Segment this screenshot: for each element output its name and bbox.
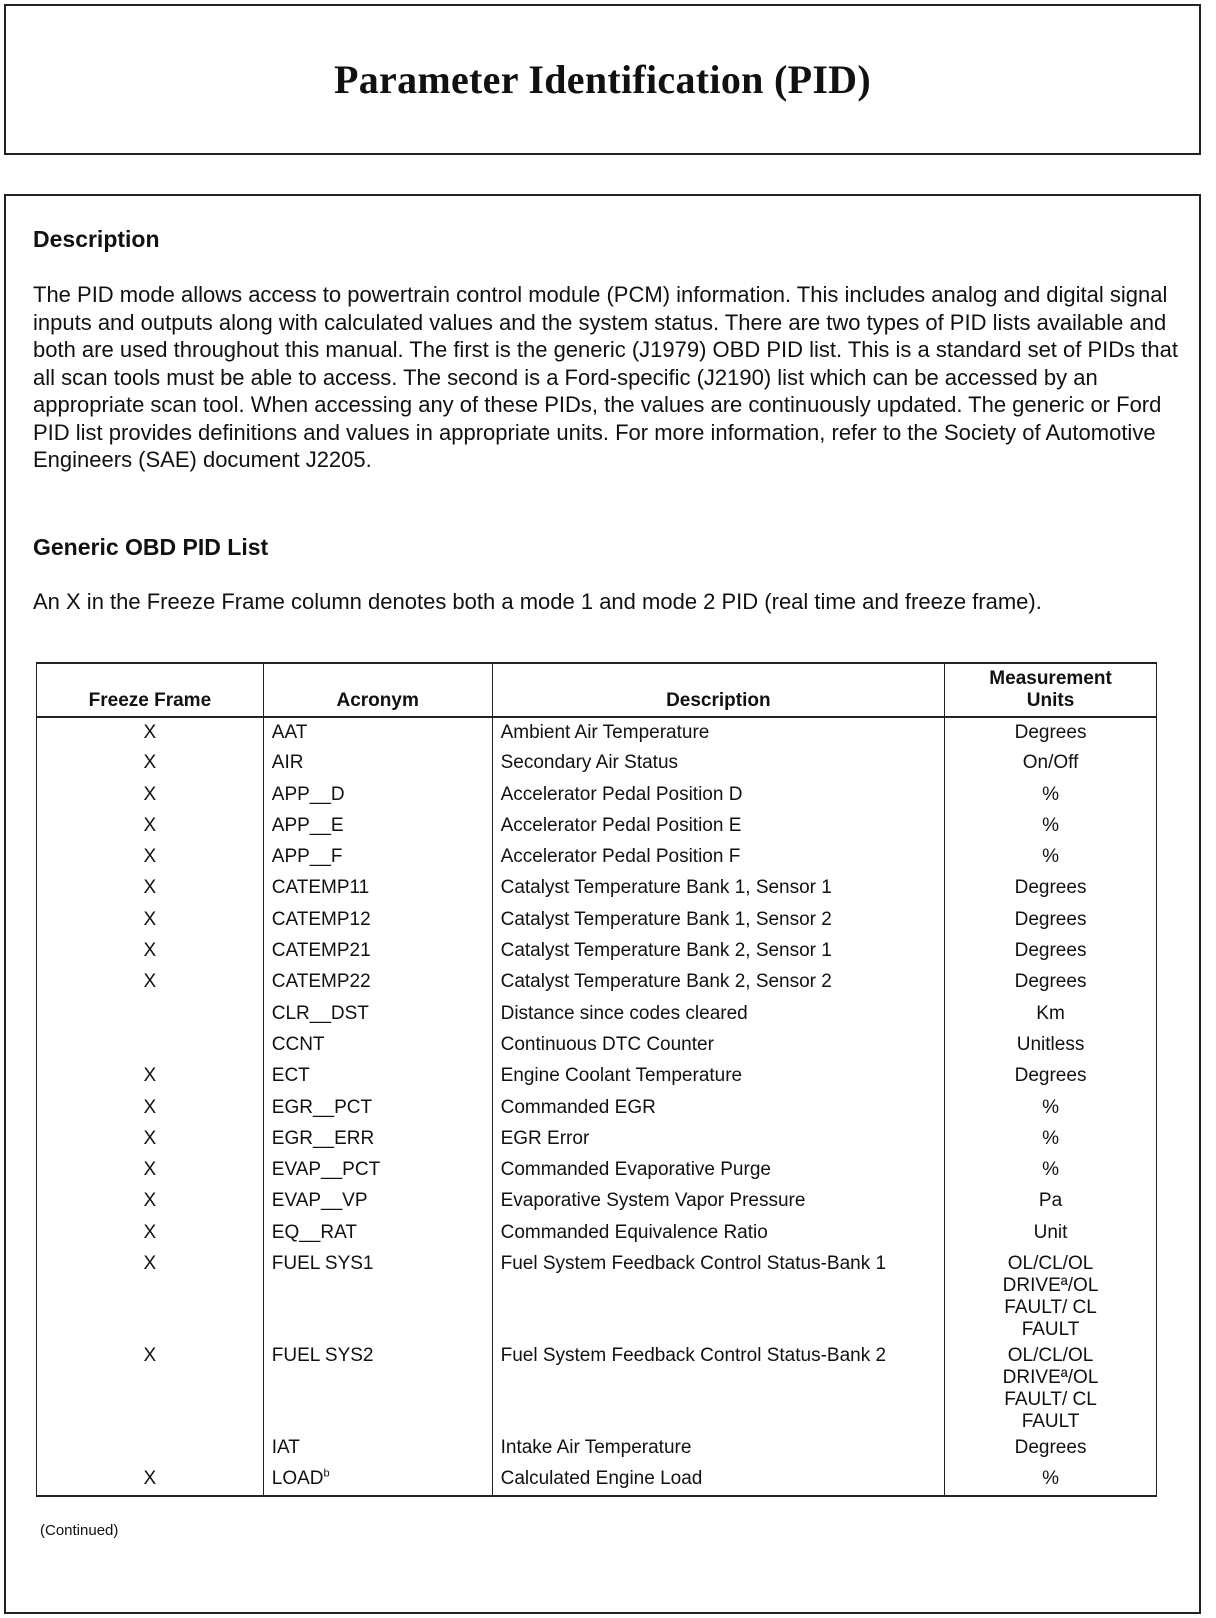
units-line: Unitless	[1016, 1033, 1085, 1055]
page-title: Parameter Identification (PID)	[333, 57, 871, 102]
units-line: %	[1042, 1468, 1059, 1490]
freeze-frame-cell: X	[37, 717, 264, 748]
units-line: FAULT/ CL	[1004, 1389, 1097, 1411]
acronym-text: CATEMP22	[271, 971, 371, 993]
table-row	[37, 1124, 1157, 1155]
pid-table	[36, 662, 1157, 1497]
table-row	[37, 1186, 1157, 1217]
description-cell: Catalyst Temperature Bank 1, Sensor 2	[492, 905, 945, 936]
acronym-text: CATEMP11	[271, 877, 370, 899]
units-line: FAULT/ CL	[1004, 1297, 1097, 1319]
description-cell: Ambient Air Temperature	[492, 717, 945, 748]
acronym-cell	[263, 811, 492, 842]
units-cell	[945, 1218, 1157, 1249]
units-cell	[945, 811, 1157, 842]
table-row	[37, 999, 1157, 1030]
units-line: Degrees	[1014, 877, 1087, 899]
description-cell: Continuous DTC Counter	[492, 1030, 945, 1061]
units-line: Degrees	[1014, 1437, 1087, 1459]
units-cell	[945, 873, 1157, 904]
description-cell: Engine Coolant Temperature	[492, 1061, 945, 1092]
acronym-cell	[263, 999, 492, 1030]
units-line: FAULT	[1021, 1319, 1080, 1341]
table-row	[37, 748, 1157, 779]
description-cell: Secondary Air Status	[492, 748, 945, 779]
table-row	[37, 1218, 1157, 1249]
units-cell	[945, 1249, 1157, 1341]
units-line: On/Off	[1022, 752, 1079, 774]
freeze-frame-cell: X	[37, 811, 264, 842]
description-cell: Commanded Equivalence Ratio	[492, 1218, 945, 1249]
acronym-cell	[263, 1464, 492, 1495]
freeze-frame-cell: X	[37, 780, 264, 811]
description-cell: Fuel System Feedback Control Status-Bank 2	[492, 1341, 945, 1433]
acronym-text: FUEL SYS2	[271, 1345, 374, 1367]
acronym-cell	[263, 748, 492, 779]
table-header-row	[37, 663, 1157, 717]
acronym-cell	[263, 1341, 492, 1433]
freeze-frame-cell: X	[37, 967, 264, 998]
acronym-cell	[263, 717, 492, 748]
freeze-frame-cell: X	[37, 1341, 264, 1433]
units-cell	[945, 1093, 1157, 1124]
footnote-marker: b	[323, 1468, 330, 1481]
units-line: DRIVEª/OL	[1002, 1275, 1099, 1297]
header-acronym: Acronym	[263, 663, 492, 717]
units-cell	[945, 748, 1157, 779]
acronym-text: EVAP__VP	[271, 1190, 368, 1212]
acronym-cell	[263, 936, 492, 967]
freeze-frame-cell: X	[37, 1124, 264, 1155]
description-paragraph: The PID mode allows access to powertrain control module (PCM) information. This includes analog and digital signal inputs and outputs along with calculated values and the system status. There are two types of PID lists available and both are used throughout this manual. The first is the generic (J1979) OBD PID list. This is a standard set of PIDs that all scan tools must be able to access. The second is a Ford-specific (J2190) list which can be accessed by an appropriate scan tool. When accessing any of these PIDs, the values are continuously updated. The generic or Ford PID list provides definitions and values in appropriate units. For more information, refer to the Society of Automotive Engineers (SAE) document J2205.	[33, 282, 1178, 472]
acronym-text: ECT	[271, 1065, 310, 1087]
header-measurement-units	[945, 663, 1157, 717]
pid-table-body	[37, 717, 1157, 1496]
header-freeze-frame: Freeze Frame	[37, 663, 264, 717]
freeze-frame-cell: X	[37, 936, 264, 967]
description-cell: EGR Error	[492, 1124, 945, 1155]
description-cell: Distance since codes cleared	[492, 999, 945, 1030]
description-cell: Intake Air Temperature	[492, 1433, 945, 1464]
description-cell: Evaporative System Vapor Pressure	[492, 1186, 945, 1217]
description-cell: Calculated Engine Load	[492, 1464, 945, 1495]
description-cell: Accelerator Pedal Position E	[492, 811, 945, 842]
description-cell: Accelerator Pedal Position F	[492, 842, 945, 873]
freeze-frame-cell: X	[37, 748, 264, 779]
generic-pid-paragraph: An X in the Freeze Frame column denotes both a mode 1 and mode 2 PID (real time and freeze frame).	[33, 589, 1042, 614]
acronym-text: APP__F	[271, 846, 343, 868]
table-row	[37, 1464, 1157, 1495]
acronym-cell	[263, 1124, 492, 1155]
units-line: Degrees	[1014, 722, 1087, 743]
acronym-cell	[263, 1061, 492, 1092]
freeze-frame-cell: X	[37, 905, 264, 936]
freeze-frame-cell	[37, 999, 264, 1030]
units-line: OL/CL/OL	[1007, 1345, 1094, 1367]
units-line: %	[1042, 1159, 1059, 1181]
acronym-cell	[263, 1155, 492, 1186]
table-row	[37, 780, 1157, 811]
acronym-cell	[263, 967, 492, 998]
units-line: %	[1042, 783, 1059, 805]
freeze-frame-cell	[37, 1030, 264, 1061]
generic-pid-heading: Generic OBD PID List	[33, 534, 269, 560]
acronym-text: EGR__ERR	[271, 1127, 375, 1149]
units-line: Unit	[1033, 1221, 1068, 1243]
acronym-cell	[263, 1433, 492, 1464]
freeze-frame-cell: X	[37, 1218, 264, 1249]
acronym-text: AAT	[271, 722, 308, 743]
description-cell: Commanded Evaporative Purge	[492, 1155, 945, 1186]
units-cell	[945, 1341, 1157, 1433]
acronym-text: EGR__PCT	[271, 1096, 373, 1118]
acronym-text: IAT	[271, 1437, 300, 1459]
units-line: %	[1042, 1096, 1059, 1118]
freeze-frame-cell: X	[37, 1061, 264, 1092]
description-cell: Accelerator Pedal Position D	[492, 780, 945, 811]
acronym-text: CATEMP21	[271, 940, 371, 962]
description-cell: Catalyst Temperature Bank 1, Sensor 1	[492, 873, 945, 904]
table-row	[37, 717, 1157, 748]
freeze-frame-cell: X	[37, 1093, 264, 1124]
units-cell	[945, 905, 1157, 936]
freeze-frame-cell	[37, 1433, 264, 1464]
units-line: Degrees	[1014, 908, 1087, 930]
table-row	[37, 1249, 1157, 1341]
units-line: %	[1042, 814, 1059, 836]
table-row	[37, 967, 1157, 998]
units-cell	[945, 1155, 1157, 1186]
table-row	[37, 905, 1157, 936]
units-cell	[945, 1186, 1157, 1217]
units-cell	[945, 1124, 1157, 1155]
units-cell	[945, 967, 1157, 998]
table-row	[37, 1155, 1157, 1186]
units-line: %	[1042, 1127, 1059, 1149]
units-line: Degrees	[1014, 940, 1087, 962]
table-row	[37, 873, 1157, 904]
content-box	[4, 194, 1201, 1614]
freeze-frame-cell: X	[37, 1464, 264, 1495]
description-cell: Fuel System Feedback Control Status-Bank 1	[492, 1249, 945, 1341]
acronym-cell	[263, 1093, 492, 1124]
units-line: DRIVEª/OL	[1002, 1367, 1099, 1389]
acronym-cell	[263, 873, 492, 904]
units-cell	[945, 1433, 1157, 1464]
description-cell: Catalyst Temperature Bank 2, Sensor 1	[492, 936, 945, 967]
acronym-text: APP__E	[271, 814, 344, 836]
title-box	[4, 4, 1201, 155]
continued-note: (Continued)	[40, 1522, 119, 1539]
units-line: Degrees	[1014, 971, 1087, 993]
units-line: Degrees	[1014, 1065, 1087, 1087]
table-row	[37, 936, 1157, 967]
table-row	[37, 842, 1157, 873]
acronym-cell	[263, 1218, 492, 1249]
header-units-line1: Measurement	[989, 668, 1112, 689]
acronym-cell	[263, 905, 492, 936]
table-row	[37, 1093, 1157, 1124]
acronym-cell	[263, 842, 492, 873]
units-cell	[945, 936, 1157, 967]
units-line: FAULT	[1021, 1411, 1080, 1433]
units-cell	[945, 1030, 1157, 1061]
table-row	[37, 811, 1157, 842]
acronym-text: CLR__DST	[271, 1002, 369, 1024]
acronym-cell	[263, 1249, 492, 1341]
units-line: OL/CL/OL	[1007, 1253, 1094, 1275]
header-units-line2: Units	[1026, 690, 1075, 711]
acronym-text: FUEL SYS1	[271, 1253, 374, 1275]
table-row	[37, 1433, 1157, 1464]
acronym-cell	[263, 1186, 492, 1217]
units-cell	[945, 780, 1157, 811]
acronym-cell	[263, 1030, 492, 1061]
freeze-frame-cell: X	[37, 1249, 264, 1341]
acronym-text: LOAD	[271, 1468, 324, 1490]
freeze-frame-cell: X	[37, 873, 264, 904]
units-cell	[945, 842, 1157, 873]
units-cell	[945, 1464, 1157, 1495]
acronym-text: EQ__RAT	[271, 1221, 357, 1243]
units-line: %	[1042, 846, 1059, 868]
units-line: Pa	[1038, 1190, 1063, 1212]
description-cell: Catalyst Temperature Bank 2, Sensor 2	[492, 967, 945, 998]
table-row	[37, 1030, 1157, 1061]
acronym-text: EVAP__PCT	[271, 1159, 381, 1181]
freeze-frame-cell: X	[37, 1186, 264, 1217]
acronym-text: CATEMP12	[271, 908, 371, 930]
units-cell	[945, 999, 1157, 1030]
acronym-text: CCNT	[271, 1033, 325, 1055]
units-cell	[945, 717, 1157, 748]
header-description: Description	[492, 663, 945, 717]
table-row	[37, 1341, 1157, 1433]
table-row	[37, 1061, 1157, 1092]
units-cell	[945, 1061, 1157, 1092]
acronym-cell	[263, 780, 492, 811]
units-line: Km	[1036, 1002, 1065, 1024]
description-cell: Commanded EGR	[492, 1093, 945, 1124]
description-heading: Description	[33, 226, 160, 252]
freeze-frame-cell: X	[37, 842, 264, 873]
freeze-frame-cell: X	[37, 1155, 264, 1186]
acronym-text: AIR	[271, 752, 304, 774]
acronym-text: APP__D	[271, 783, 345, 805]
